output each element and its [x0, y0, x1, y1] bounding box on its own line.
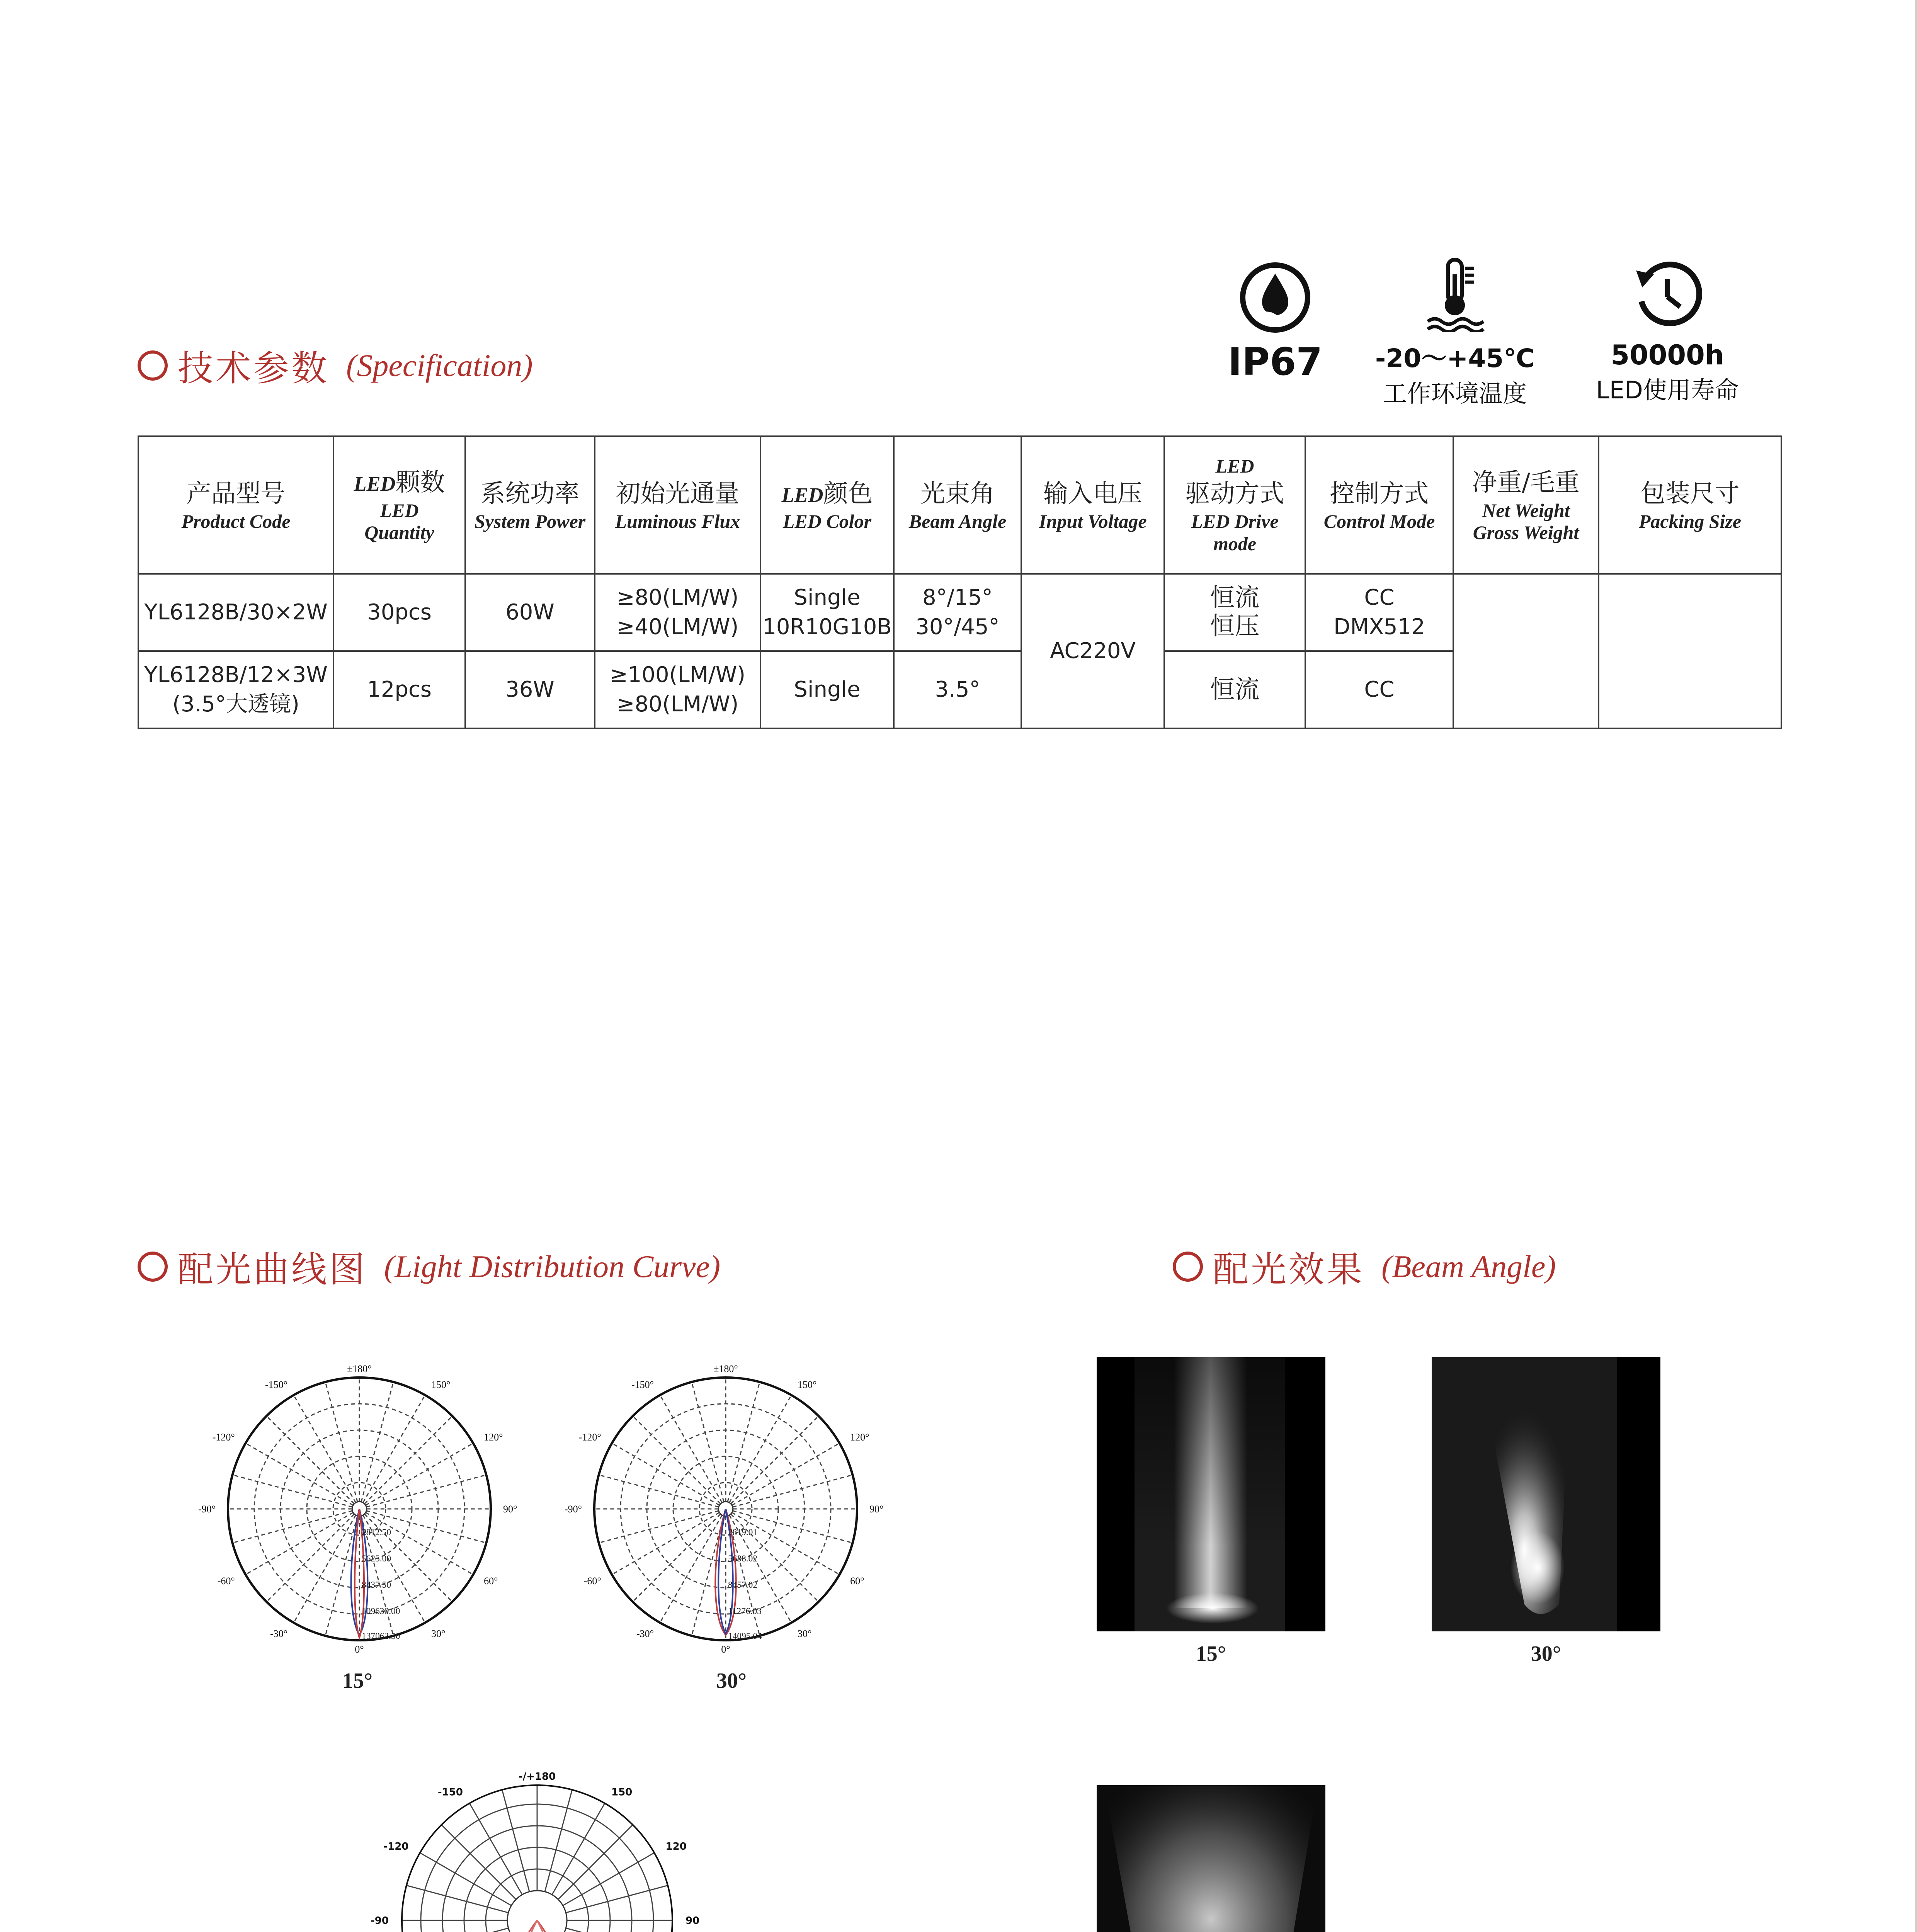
polar-value-label: 8457.02	[728, 1580, 758, 1590]
polar-angle-label: -/+180	[518, 1771, 556, 1782]
header-weight: 净重/毛重 Net Weight Gross Weight	[1453, 436, 1599, 574]
polar-angle-label: -60°	[217, 1575, 235, 1587]
header-led-quantity: LED颗数 LED Quantity	[333, 436, 465, 574]
polar-value-label: 11276.03	[728, 1606, 762, 1616]
polar-angle-label: 60°	[484, 1575, 498, 1587]
feature-lifetime-label: LED使用寿命	[1596, 376, 1739, 404]
polar-angle-label: -30°	[270, 1628, 287, 1639]
polar-angle-label: 30°	[431, 1628, 446, 1639]
cell-power: 36W	[465, 651, 595, 728]
header-packing-size: 包装尺寸 Packing Size	[1599, 436, 1781, 574]
cell-packing-size	[1599, 574, 1781, 728]
polar-angle-label: 120°	[484, 1432, 503, 1443]
polar-angle-label: 120	[665, 1841, 687, 1853]
polar-chart-60	[359, 1758, 715, 1932]
polar-value-label: 137062.50	[362, 1631, 400, 1641]
header-luminous-flux: 初始光通量 Luminous Flux	[595, 436, 760, 574]
table-row	[138, 574, 1781, 651]
polar-angle-label: -150°	[631, 1379, 654, 1390]
spec-heading-en: (Specification)	[346, 348, 533, 383]
header-system-power: 系统功率 System Power	[465, 436, 595, 574]
polar-angle-label: 90°	[503, 1503, 517, 1515]
polar-value-label: 5638.02	[728, 1554, 758, 1564]
polar-caption-30: 30°	[716, 1669, 747, 1693]
polar-angle-label: 60°	[850, 1575, 864, 1587]
cell-drive-mode: 恒流	[1164, 651, 1305, 728]
ldc-heading	[138, 1241, 720, 1292]
spec-heading-cn: 技术参数	[178, 348, 330, 389]
polar-angle-label: 150°	[798, 1379, 817, 1390]
header-drive-mode: LED 驱动方式 LED Drive mode	[1164, 436, 1305, 574]
cell-input-voltage: AC220V	[1021, 574, 1164, 728]
ldc-heading-en: (Light Distribution Curve)	[384, 1249, 721, 1284]
polar-value-label: 2812.50	[362, 1527, 391, 1537]
cell-quantity: 12pcs	[333, 651, 465, 728]
polar-angle-label: 150°	[431, 1379, 451, 1390]
polar-angle-label: ±180°	[347, 1363, 372, 1374]
feature-lifetime-value: 50000h	[1611, 339, 1724, 371]
cell-power: 60W	[465, 574, 595, 651]
cell-control-mode: CC	[1305, 651, 1453, 728]
polar-angle-label: 30°	[798, 1628, 812, 1639]
polar-angle-label: 150	[611, 1786, 633, 1798]
polar-angle-label: 0°	[721, 1644, 730, 1655]
header-product-code: 产品型号 Product Code	[138, 436, 333, 574]
feature-ip67	[1213, 259, 1337, 384]
header-led-color: LED颜色 LED Color	[760, 436, 894, 574]
polar-value-label: 14095.04	[728, 1631, 762, 1641]
polar-angle-label: -120°	[212, 1432, 235, 1443]
table-header-row	[138, 436, 1781, 574]
polar-angle-label: -90°	[564, 1503, 582, 1515]
feature-temperature-value: -20～+45℃	[1375, 344, 1535, 373]
header-input-voltage: 输入电压 Input Voltage	[1021, 436, 1164, 574]
waterproof-drop-icon	[1237, 259, 1314, 336]
polar-angle-label: 90	[685, 1915, 700, 1927]
polar-angle-label: ±180°	[713, 1363, 738, 1374]
polar-angle-label: -90°	[198, 1503, 216, 1515]
header-beam-angle: 光束角 Beam Angle	[894, 436, 1021, 574]
feature-lifetime	[1577, 259, 1758, 405]
beam-photo-60	[1097, 1785, 1325, 1932]
circle-bullet-icon	[1173, 1252, 1203, 1282]
cell-product-code: YL6128B/30×2W	[138, 574, 333, 651]
cell-drive-mode: 恒流 恒压	[1164, 574, 1305, 651]
beam-heading	[1173, 1241, 1556, 1292]
cell-beam-angle: 8°/15° 30°/45°	[894, 574, 1021, 651]
clock-lifetime-icon	[1631, 259, 1704, 332]
thermometer-icon	[1416, 255, 1493, 332]
cell-color: Single	[760, 651, 894, 728]
cell-control-mode: CC DMX512	[1305, 574, 1453, 651]
feature-temperature-label: 工作环境温度	[1383, 379, 1527, 408]
beam-photo-15	[1097, 1357, 1325, 1631]
circle-bullet-icon	[138, 350, 168, 381]
cell-weight	[1453, 574, 1599, 728]
cell-flux: ≥100(LM/W) ≥80(LM/W)	[595, 651, 760, 728]
beam-caption-15: 15°	[1196, 1642, 1226, 1666]
polar-angle-label: -30°	[636, 1628, 654, 1639]
polar-angle-label: -120	[383, 1841, 409, 1853]
polar-value-label: 2819.01	[728, 1527, 758, 1537]
polar-value-label: 5625.00	[362, 1554, 391, 1564]
cell-beam-angle: 3.5°	[894, 651, 1021, 728]
beam-photo-30	[1432, 1357, 1660, 1631]
feature-temperature	[1360, 255, 1550, 409]
beam-caption-30: 30°	[1531, 1642, 1561, 1666]
polar-angle-label: -150°	[265, 1379, 287, 1390]
feature-ip67-value: IP67	[1228, 340, 1323, 384]
polar-angle-label: 120°	[850, 1432, 869, 1443]
polar-angle-label: -60°	[583, 1575, 601, 1587]
polar-chart-30	[552, 1345, 900, 1665]
polar-angle-label: 0°	[355, 1644, 364, 1655]
polar-angle-label: 90°	[869, 1503, 884, 1515]
beam-heading-cn: 配光效果	[1213, 1249, 1365, 1290]
polar-value-label: 109630.00	[362, 1606, 400, 1616]
polar-angle-label: -120°	[578, 1432, 601, 1443]
cell-flux: ≥80(LM/W) ≥40(LM/W)	[595, 574, 760, 651]
cell-color: Single 10R10G10B	[760, 574, 894, 651]
ldc-heading-cn: 配光曲线图	[178, 1249, 367, 1290]
spec-heading	[138, 340, 533, 391]
circle-bullet-icon	[138, 1252, 168, 1282]
polar-angle-label: -90	[371, 1915, 389, 1927]
cell-quantity: 30pcs	[333, 574, 465, 651]
beam-heading-en: (Beam Angle)	[1381, 1249, 1556, 1284]
polar-caption-15: 15°	[342, 1669, 373, 1693]
polar-angle-label: -150	[437, 1786, 463, 1798]
spec-table	[138, 435, 1782, 729]
cell-product-code: YL6128B/12×3W (3.5°大透镜)	[138, 651, 333, 728]
polar-chart-15	[185, 1345, 533, 1665]
header-control-mode: 控制方式 Control Mode	[1305, 436, 1453, 574]
polar-value-label: 8437.50	[362, 1580, 391, 1590]
